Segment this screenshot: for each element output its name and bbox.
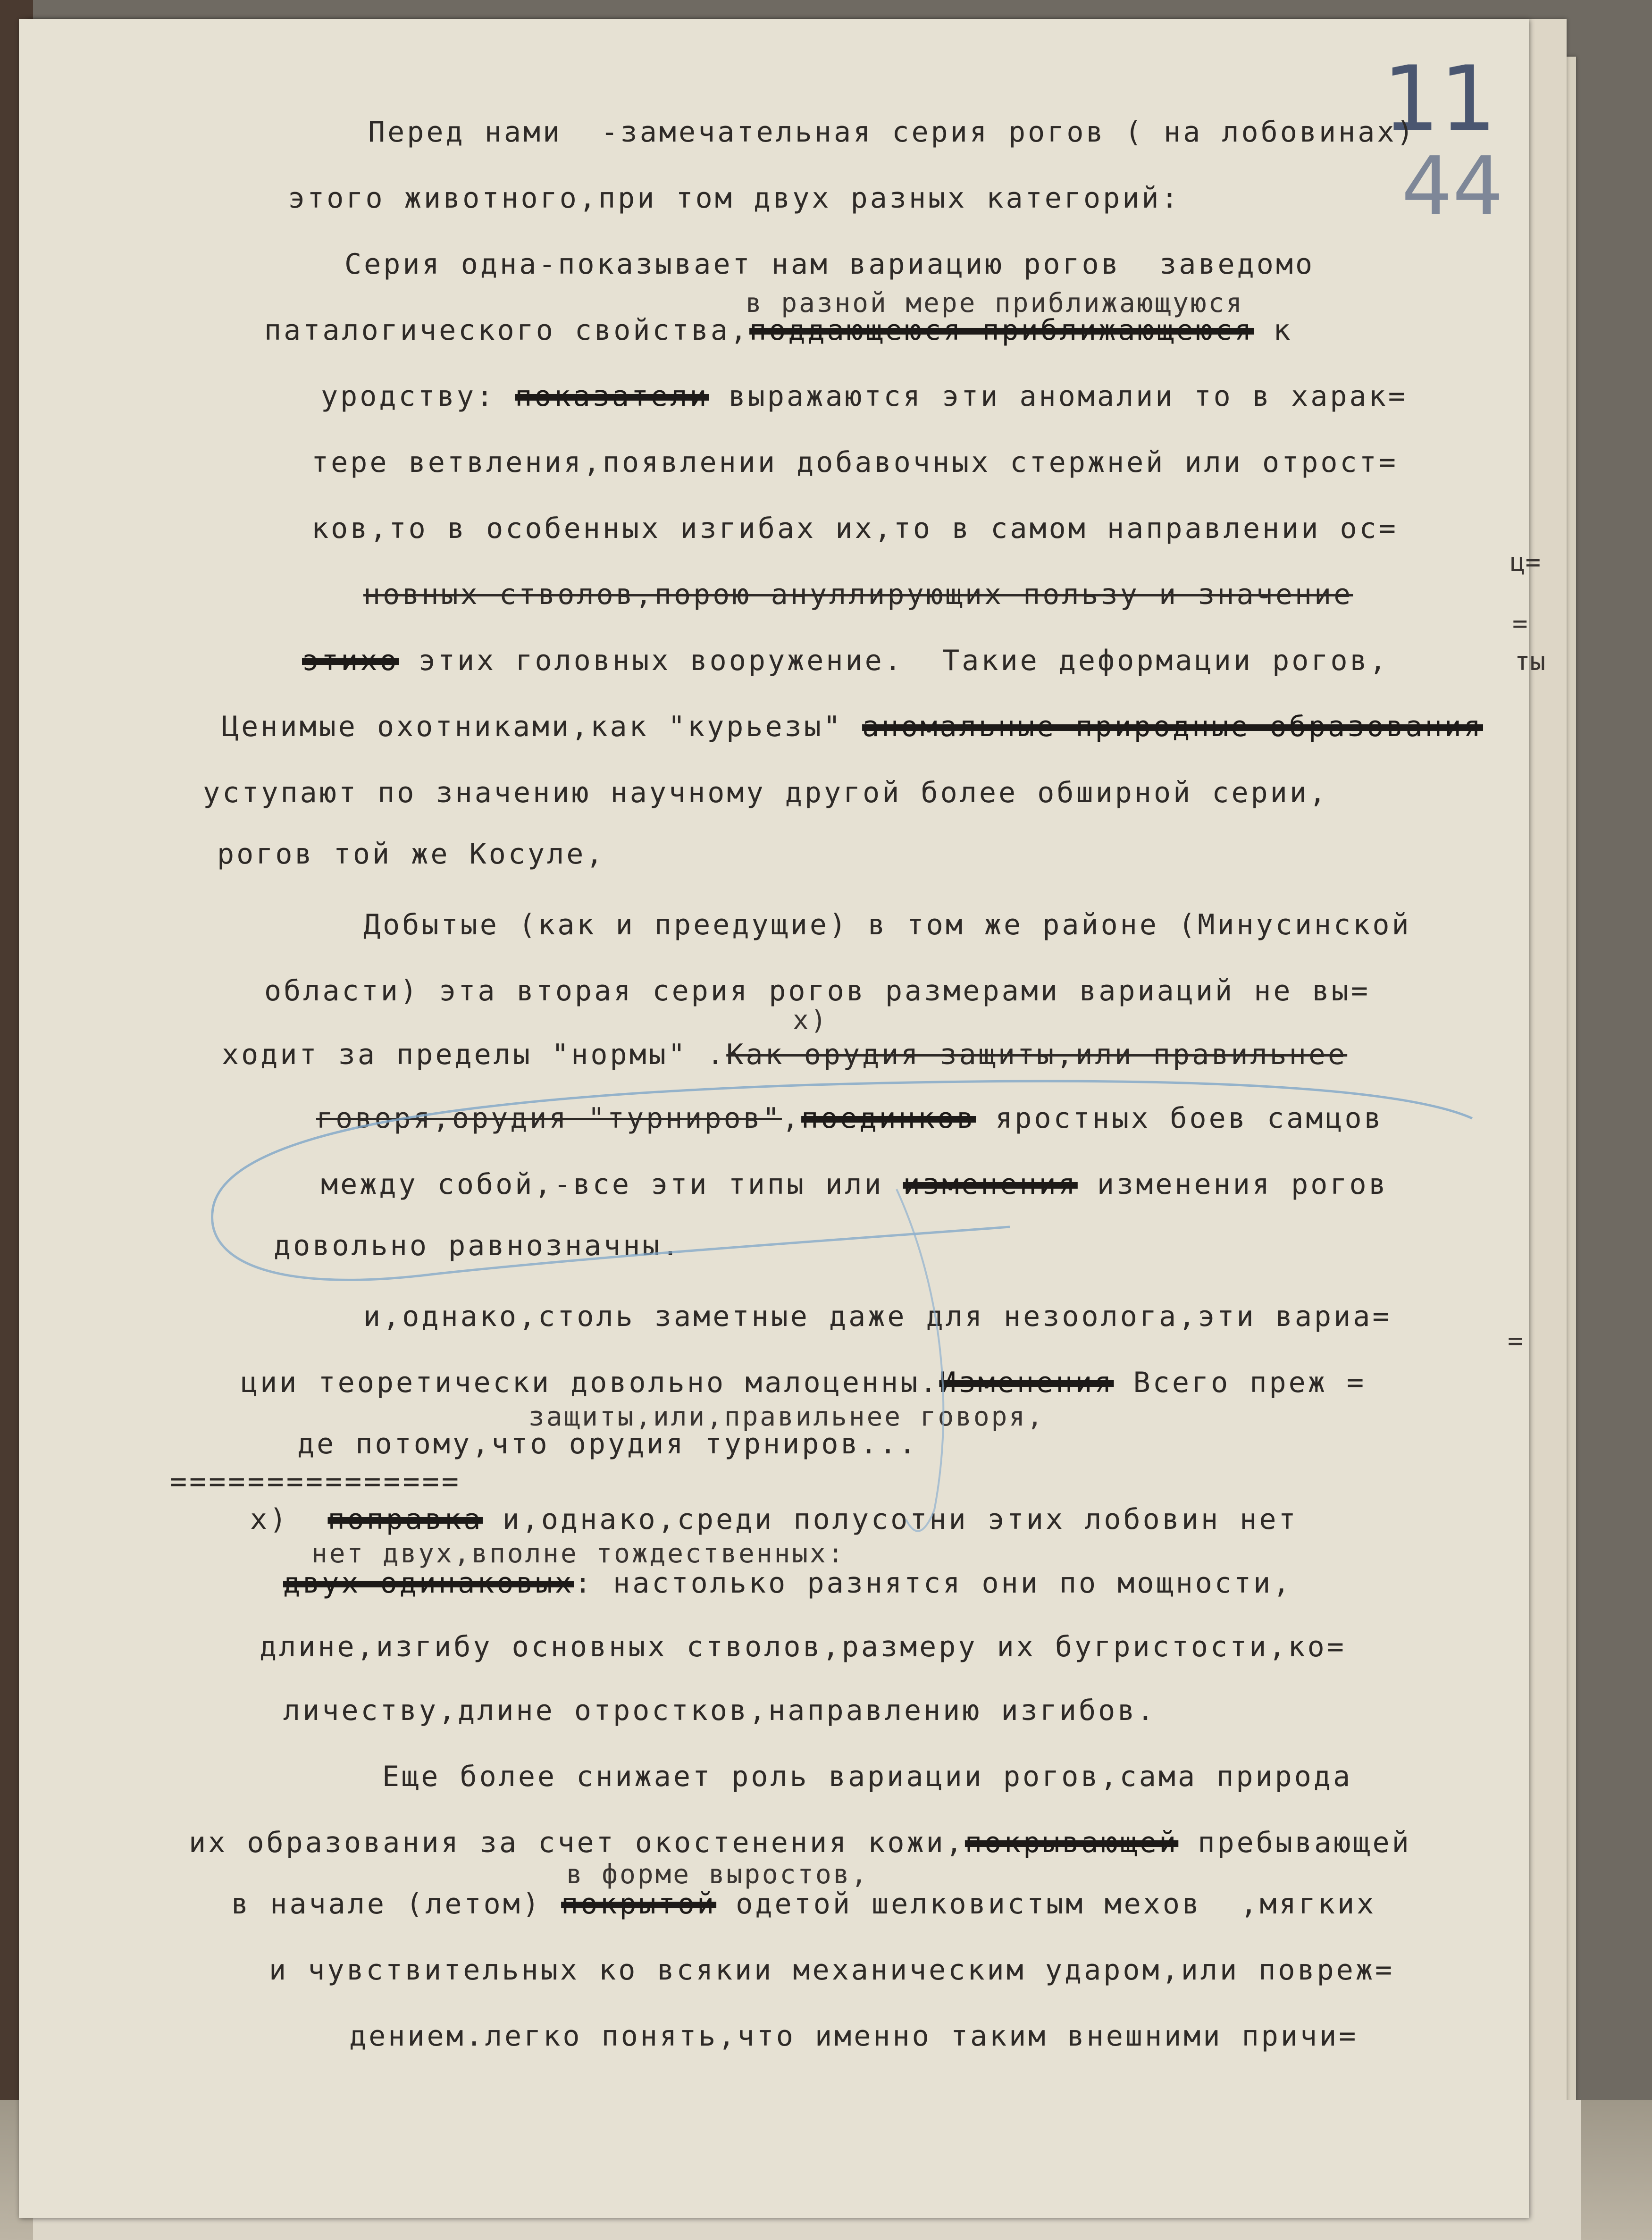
text-line: дением.легко понять,что именно таким внешними причи= (349, 2020, 1358, 2053)
text-line: Ценимые охотниками,как "курьезы" аномальные природные образования (222, 710, 1483, 743)
page-number-primary: 11 (1383, 47, 1497, 151)
text-line: и,однако,столь заметные даже для незоолога,эти вариа= (363, 1300, 1392, 1333)
struck-text: говоря,орудия "турниров" (316, 1102, 782, 1135)
text-line: длине,изгибу основных стволов,размеру их бугристости,ко= (260, 1630, 1346, 1663)
text-line: в начале (летом) покрытой одетой шелковистым мехов ,мягких (231, 1888, 1376, 1921)
crossed-out-text: поединков (801, 1102, 976, 1135)
text-line: паталогического свойства,поддающеюся приближающеюся к (264, 314, 1293, 347)
text-line: Перед нами -замечательная серия рогов ( на лобовинах) (368, 116, 1416, 149)
text-line: личеству,длине отростков,направлению изгибов. (283, 1694, 1157, 1727)
margin-mark: = (1512, 609, 1528, 638)
struck-text: Как орудия защиты,или правильнее (726, 1038, 1348, 1071)
crossed-out-text: покрытой (561, 1888, 717, 1921)
crossed-out-text: показатели (515, 380, 709, 413)
pencil-bracket-mark (19, 19, 1529, 2218)
margin-mark: ты (1515, 646, 1546, 676)
text-line: области) эта вторая серия рогов размерами вариаций не вы= (264, 974, 1371, 1007)
text-line: их образования за счет окостенения кожи,покрывающей пребывающей (189, 1826, 1411, 1859)
interlinear-insert: нет двух,вполне тождественных: (311, 1538, 846, 1569)
crossed-out-text: аномальные природные образования (862, 710, 1483, 743)
text-line: ходит за пределы "нормы" .Как орудия защиты,или правильнее (222, 1038, 1348, 1071)
text-line: этого животного,при том двух разных категорий: (288, 182, 1181, 215)
footnote-marker: x) (793, 1005, 829, 1036)
typed-page (19, 19, 1529, 2218)
crossed-out-text: этихо (302, 644, 399, 677)
interlinear-insert: защиты,или,правильнее говоря, (528, 1401, 1045, 1432)
text-line: Серия одна-показывает нам вариацию рогов заведомо (344, 248, 1315, 281)
separator-line: =============== (170, 1465, 461, 1498)
text-line: де потому,что орудия турниров... (297, 1427, 918, 1460)
text-line: уродству: показатели выражаются эти аномалии то в харак= (321, 380, 1408, 413)
margin-mark: ц= (1510, 547, 1541, 577)
crossed-out-text: двух одинаковых (283, 1567, 574, 1600)
crossed-out-text: Изменения (939, 1366, 1114, 1399)
crossed-out-text: поддающеюся приближающеюся (749, 314, 1254, 347)
text-line: рогов той же Косуле, (217, 838, 605, 871)
text-line: довольно равнозначны. (274, 1229, 681, 1262)
text-line: между собой,-все эти типы или изменения изменения рогов (321, 1168, 1388, 1201)
text-line: и чувствительных ко всякии механическим ударом,или повреж= (269, 1954, 1395, 1987)
text-line: тере ветвления,появлении добавочных стержней или отрост= (311, 446, 1398, 479)
crossed-out-text: изменения (903, 1168, 1078, 1201)
text-line: новных стволов,порою ануллирующих пользу и значение (363, 578, 1353, 611)
text-line: Еще более снижает роль вариации рогов,сама природа (382, 1760, 1353, 1793)
crossed-out-text: покрывающей (964, 1826, 1179, 1859)
interlinear-insert: в разной мере приближающуюся (746, 288, 1244, 319)
text-line: двух одинаковых: настолько разнятся они по мощности, (283, 1567, 1292, 1600)
text-line: этихо этих головных вооружение. Такие деформации рогов, (302, 644, 1389, 677)
margin-mark: = (1508, 1326, 1523, 1356)
text-line: говоря,орудия "турниров",поединков яростных боев самцов (316, 1102, 1384, 1135)
footnote-line: x) поправка и,однако,среди полусотни этих лобовин нет (250, 1503, 1298, 1536)
text-line: уступают по значению научному другой более обширной серии, (203, 776, 1329, 809)
text-line: ков,то в особенных изгибах их,то в самом направлении ос= (311, 512, 1398, 545)
text-line: ции теоретически довольно малоценны.Изменения Всего преж = (241, 1366, 1367, 1399)
page-number-secondary: 44 (1401, 140, 1504, 233)
crossed-out-text: поправка (327, 1503, 483, 1536)
text-line: Добытые (как и преедущие) в том же районе (Минусинской (363, 908, 1411, 941)
interlinear-insert: в форме выростов, (566, 1859, 869, 1890)
